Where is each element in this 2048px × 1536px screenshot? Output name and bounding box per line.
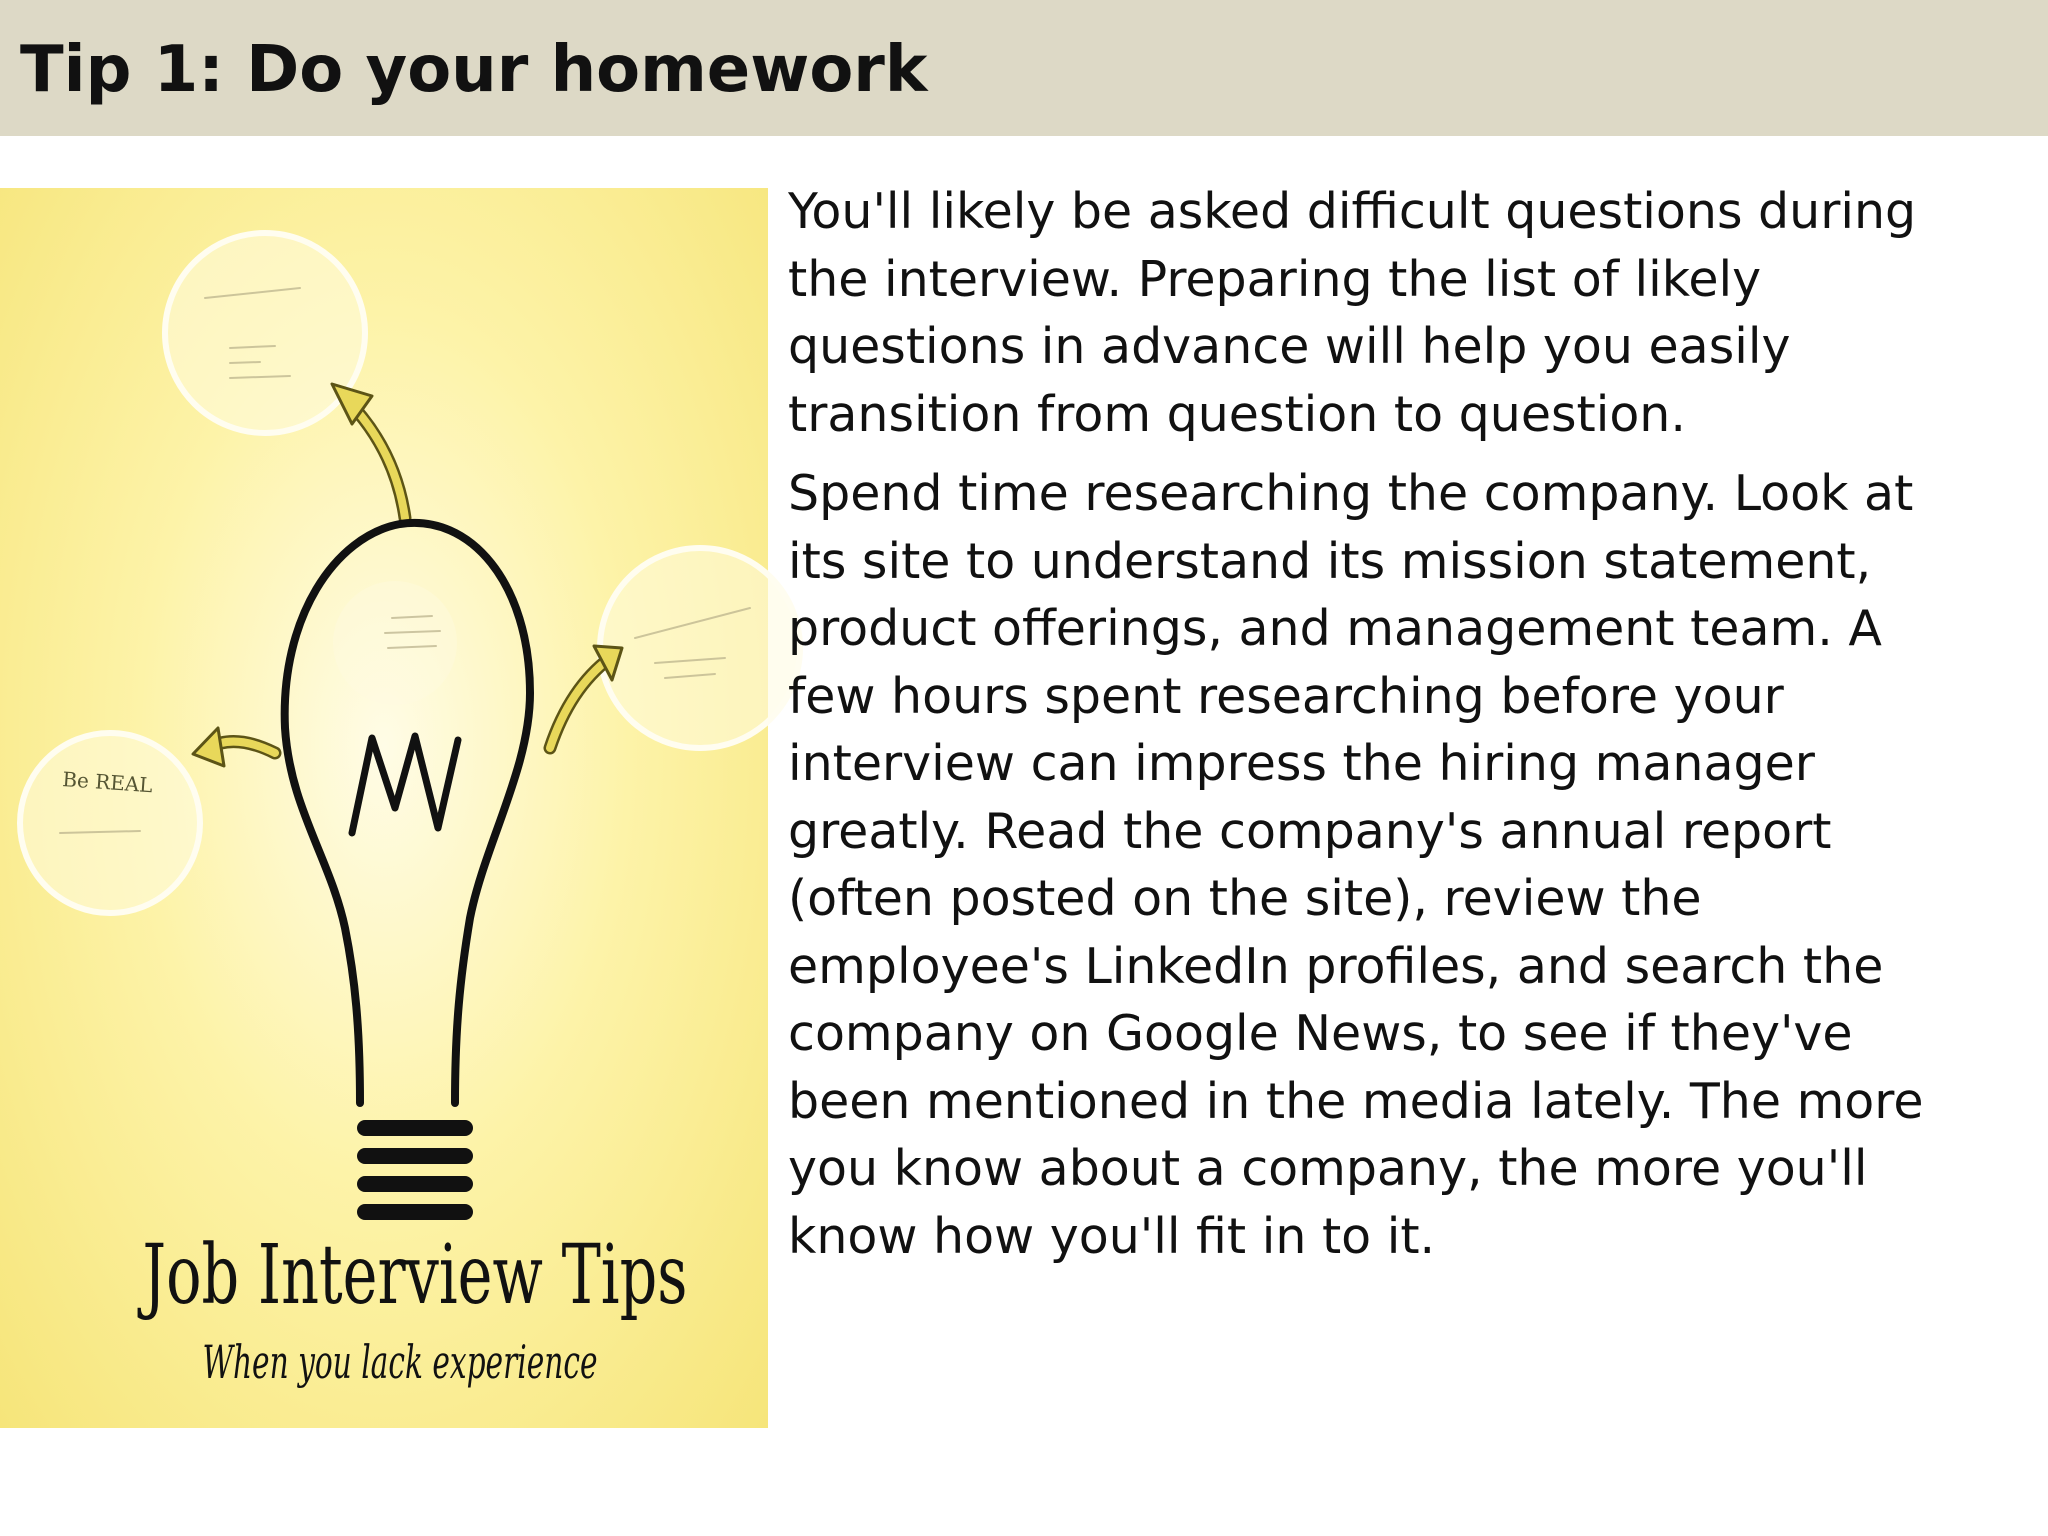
bubble-top-circle [165,233,365,433]
body-paragraph: Spend time researching the company. Look at its site to understand its mission statement, product offerings, and management team. A few hours spent researching before your interview can impress the hiring manager greatly. Read the company's annual report (often posted on the site), review the employee's LinkedIn profiles, and search the company on Google News, to see if they've been mentioned in the media lately. The more you know about a company, the more you'll know how you'll fit in to it. [788,465,1924,1265]
illustration-headline: Job Interview Tips [137,1228,688,1323]
arrow-heads [193,384,622,766]
bubble-left-circle [20,733,200,913]
slide-title: Tip 1: Do your homework [20,33,928,107]
filament-icon [352,736,458,833]
bubble-left-label: Be REAL [61,767,154,798]
job-interview-tips-illustration [0,188,768,1428]
illustration-canvas [0,188,768,1428]
bulb-base-icon [365,1128,465,1212]
bubble-center-circle [333,581,457,705]
slide-body [788,178,1928,1270]
bubble-right-circle [600,548,800,748]
body-paragraph: You'll likely be asked difficult questions during the interview. Preparing the list of likely questions in advance will help you easily transition from question to question. [788,183,1917,443]
illustration-subline: When you lack experience [202,1335,598,1389]
title-bar [0,0,2048,136]
